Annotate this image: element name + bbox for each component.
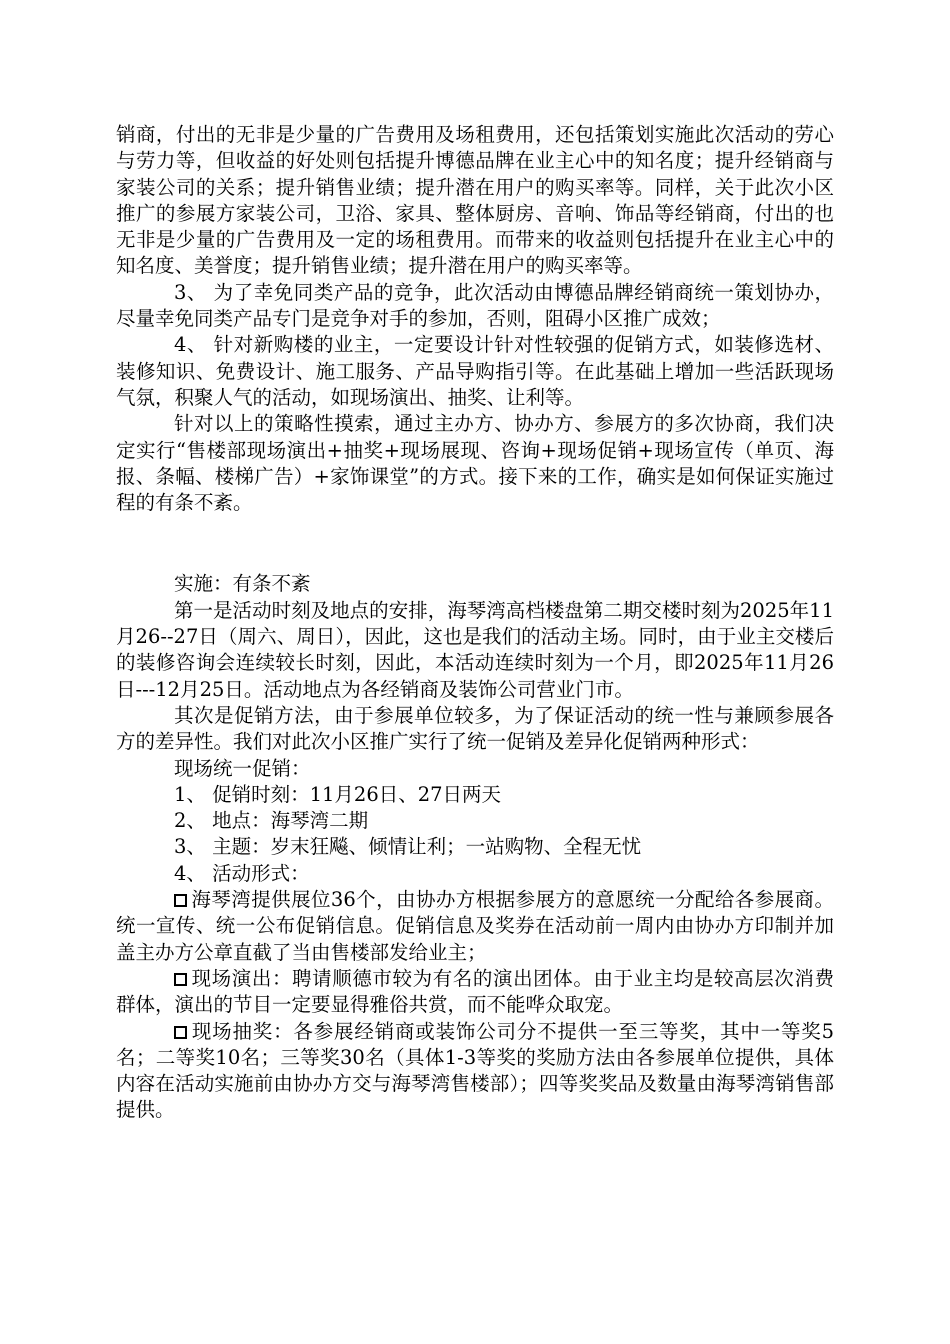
paragraph-point-3: 3、 为了幸免同类产品的竞争，此次活动由博德品牌经销商统一策划协办，尽量幸免同类产品专门是竞争对手的参加，否则，阻碍小区推广成效； <box>116 280 834 331</box>
list-item-promotion-time: 1、 促销时刻：11月26日、27日两天 <box>174 782 502 806</box>
paragraph-benefits: 销商，付出的无非是少量的广告费用及场租费用，还包括策划实施此次活动的劳心与劳力等，但收益的好处则包括提升博德品牌在业主心中的知名度；提升经销商与家装公司的关系；提升销售业绩；提升潜在用户的购买率等。同样，关于此次小区推广的参展方家装公司，卫浴、家具、整体厨房、音响、饰品等经销商，付出的也无非是少量的广告费用及一定的场租费用。而带来的收益则包括提升在业主心中的知名度、美誉度；提升销售业绩；提升潜在用户的购买率等。 <box>116 123 834 278</box>
checkbox-item-text: 现场抽奖：各参展经销商或装饰公司分不提供一至三等奖，其中一等奖5名；二等奖10名；三等奖30名（具体1-3等奖的奖励方法由各参展单位提供，具体内容在活动实施前由协办方交与海琴湾售楼部）；四等奖奖品及数量由海琴湾销售部提供。 <box>116 1019 834 1122</box>
document-body <box>116 122 834 1124</box>
checkbox-square-icon <box>174 973 187 986</box>
checkbox-square-icon <box>174 894 187 907</box>
checkbox-item-text: 现场演出：聘请顺德市较为有名的演出团体。由于业主均是较高层次消费群体，演出的节目一定要显得雅俗共赏，而不能哗众取宠。 <box>116 966 834 1017</box>
list-item-location: 2、 地点：海琴湾二期 <box>174 809 369 833</box>
paragraph-promotion-method: 其次是促销方法，由于参展单位较多，为了保证活动的统一性与兼顾参展各方的差异性。我们对此次小区推广实行了统一促销及差异化促销两种形式： <box>116 703 834 754</box>
checkbox-item-lottery <box>116 1019 834 1124</box>
checkbox-item-text: 海琴湾提供展位36个，由协办方根据参展方的意愿统一分配给各参展商。统一宣传、统一公布促销信息。促销信息及奖券在活动前一周内由协办方印制并加盖主办方公章直截了当由售楼部发给业主； <box>116 888 834 964</box>
checkbox-item-booths <box>116 887 834 966</box>
section-spacer <box>116 516 834 571</box>
checkbox-item-performance <box>116 966 834 1019</box>
list-item-theme: 3、 主题：岁末狂飚、倾情让利；一站购物、全程无忧 <box>174 835 642 859</box>
paragraph-time-location: 第一是活动时刻及地点的安排，海琴湾高档楼盘第二期交楼时刻为2025年11月26--27日（周六、周日），因此，这也是我们的活动主场。同时，由于业主交楼后的装修咨询会连续较长时刻，因此，本活动连续时刻为一个月，即2025年11月26日---12月25日。活动地点为各经销商及装饰公司营业门市。 <box>116 598 834 701</box>
section-title: 实施：有条不紊 <box>174 572 311 596</box>
paragraph-point-4: 4、 针对新购楼的业主，一定要设计针对性较强的促销方式，如装修选材、装修知识、免费设计、施工服务、产品导购指引等。在此基础上增加一些活跃现场气氛，积聚人气的活动，如现场演出、抽奖、让利等。 <box>116 333 834 409</box>
list-heading-unified-promotion: 现场统一促销： <box>174 756 311 780</box>
paragraph-strategy: 针对以上的策略性摸索，通过主办方、协办方、参展方的多次协商，我们决定实行“售楼部现场演出+抽奖+现场展现、咨询+现场促销+现场宣传（单页、海报、条幅、楼梯广告）+家饰课堂”的方式。接下来的工作，确实是如何保证实施过程的有条不紊。 <box>116 412 834 515</box>
checkbox-square-icon <box>174 1026 187 1039</box>
list-item-activity-form: 4、 活动形式： <box>174 861 310 885</box>
